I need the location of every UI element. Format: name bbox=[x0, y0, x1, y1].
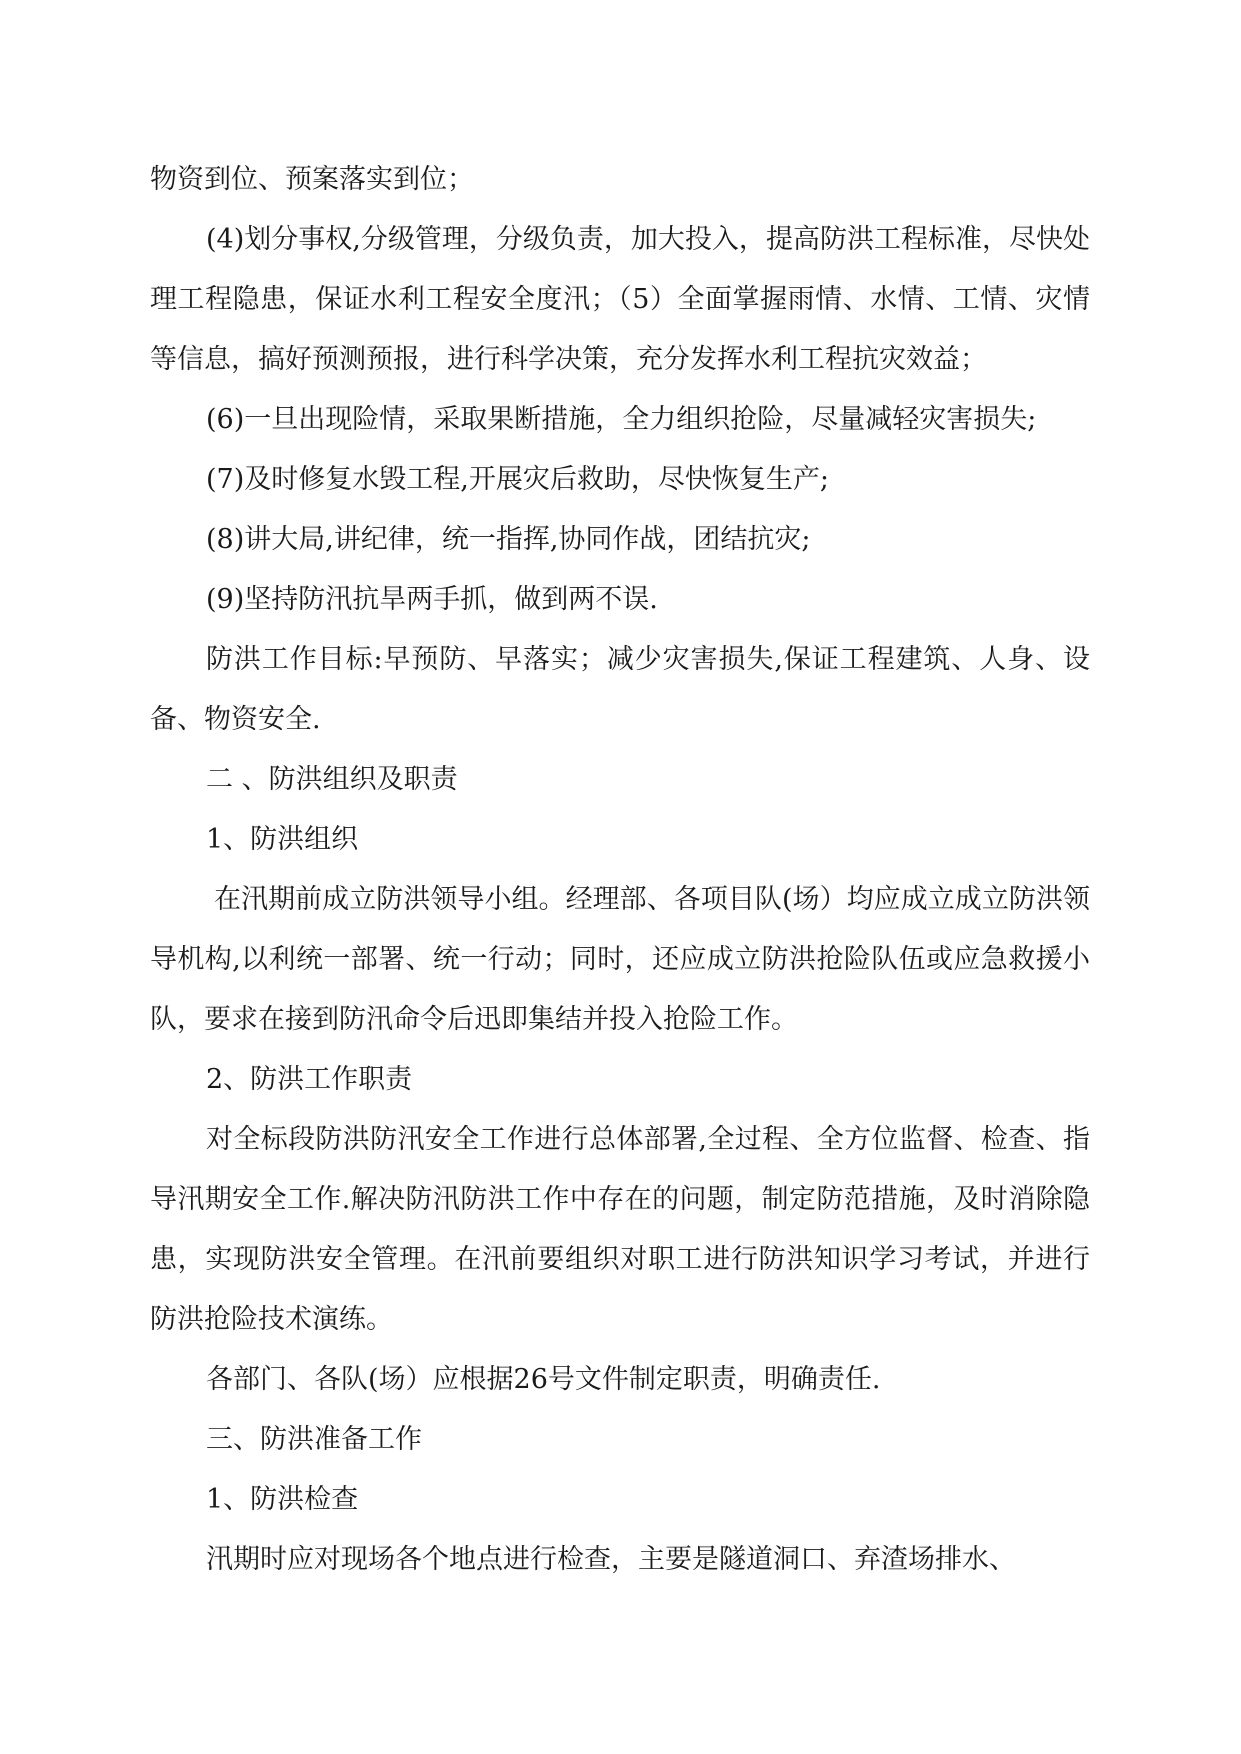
paragraph-item-9: (9)坚持防汛抗旱两手抓，做到两不误. bbox=[206, 584, 658, 615]
paragraph-continuation: 物资到位、预案落实到位； bbox=[150, 164, 474, 195]
paragraph-item-7: (7)及时修复水毁工程,开展灾后救助，尽快恢复生产; bbox=[206, 464, 829, 495]
paragraph-department-duties: 各部门、各队(场）应根据26号文件制定职责，明确责任. bbox=[206, 1364, 881, 1395]
section-heading-2: 二 、防洪组织及职责 bbox=[206, 764, 458, 795]
paragraph-flood-duties: 对全标段防洪防汛安全工作进行总体部署,全过程、全方位监督、检查、指导汛期安全工作.解决防汛防洪工作中存在的问题，制定防范措施，及时消除隐患，实现防洪安全管理。在汛前要组织对职工进行防洪知识学习考试，并进行防洪抢险技术演练。 bbox=[150, 1124, 1090, 1335]
paragraph-flood-organization: 在汛期前成立防洪领导小组。经理部、各项目队(场）均应成立成立防洪领导机构,以利统一部署、统一行动；同时，还应成立防洪抢险队伍或应急救援小队，要求在接到防汛命令后迅即集结并投入抢险工作。 bbox=[150, 884, 1090, 1035]
document-body bbox=[150, 150, 1090, 1590]
subheading-flood-inspection: 1、防洪检查 bbox=[206, 1484, 359, 1515]
paragraph-flood-goal: 防洪工作目标:早预防、早落实；减少灾害损失,保证工程建筑、人身、设备、物资安全. bbox=[150, 644, 1090, 735]
section-heading-3: 三、防洪准备工作 bbox=[206, 1424, 422, 1455]
paragraph-item-4-5: (4)划分事权,分级管理，分级负责，加大投入，提高防洪工程标准，尽快处理工程隐患，保证水利工程安全度汛；（5）全面掌握雨情、水情、工情、灾情等信息，搞好预测预报，进行科学决策，充分发挥水利工程抗灾效益； bbox=[150, 224, 1090, 375]
paragraph-flood-inspection: 汛期时应对现场各个地点进行检查，主要是隧道洞口、弃渣场排水、 bbox=[206, 1544, 1016, 1575]
paragraph-item-6: (6)一旦出现险情，采取果断措施，全力组织抢险，尽量减轻灾害损失; bbox=[206, 404, 1037, 435]
subheading-flood-organization: 1、防洪组织 bbox=[206, 824, 359, 855]
subheading-flood-duties: 2、防洪工作职责 bbox=[206, 1064, 413, 1095]
paragraph-item-8: (8)讲大局,讲纪律，统一指挥,协同作战，团结抗灾; bbox=[206, 524, 811, 555]
